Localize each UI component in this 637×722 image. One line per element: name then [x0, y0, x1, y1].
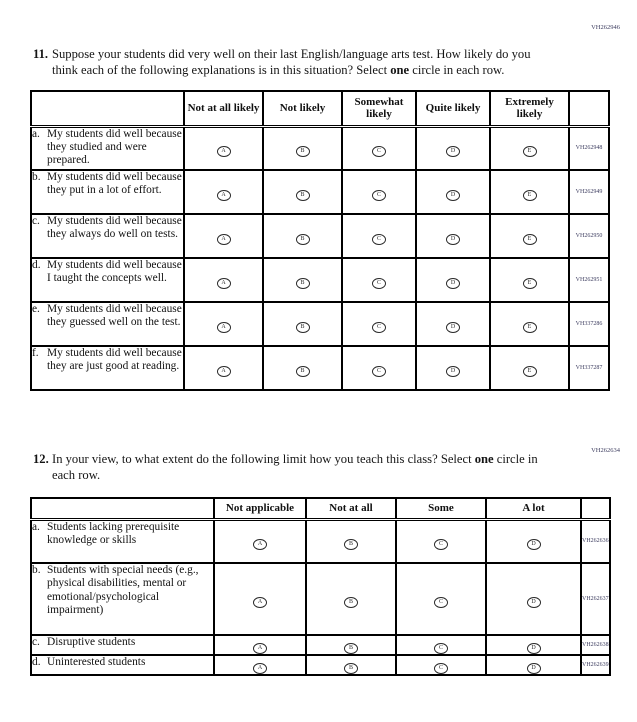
answer-bubble-c[interactable]: C: [434, 597, 448, 608]
item-letter: a.: [32, 127, 40, 140]
item-text-cell: [31, 563, 214, 635]
item-letter: d.: [32, 259, 41, 271]
answer-bubble-d[interactable]: D: [446, 278, 460, 289]
answer-bubble-c[interactable]: C: [372, 366, 386, 377]
answer-bubble-d[interactable]: D: [446, 146, 460, 157]
answer-bubble-c[interactable]: C: [372, 146, 386, 157]
item-text-cell: [31, 519, 214, 563]
item-text-cell: [31, 635, 214, 655]
item-letter: c.: [32, 215, 40, 227]
item-letter: b.: [32, 171, 41, 183]
item-text: My students did well because they put in a lot of effort.: [47, 171, 182, 197]
question-11-number: 11.: [33, 47, 49, 61]
answer-bubble-e[interactable]: E: [523, 278, 537, 289]
q12-header-row: [31, 498, 610, 519]
question-11-text-prefix: Suppose your students did very well on their last English/language arts test. How likely do you think each of the following explanations is in this situation? Select: [52, 47, 531, 77]
answer-bubble-c[interactable]: C: [434, 663, 448, 674]
question-12-code: VH262634: [591, 447, 620, 454]
answer-bubble-b[interactable]: B: [296, 146, 310, 157]
item-text-cell: [31, 126, 184, 170]
item-text: My students did well because they studied and were prepared.: [47, 127, 182, 167]
q11-header-empty: [31, 91, 184, 126]
question-12-number: 12.: [33, 452, 49, 466]
column-header-not-applicable: Not applicable: [214, 498, 306, 519]
answer-bubble-b[interactable]: B: [296, 234, 310, 245]
item-letter: c.: [32, 636, 40, 648]
question-12-bold-word: one: [474, 452, 494, 466]
item-code: VH262639: [581, 655, 610, 675]
answer-bubble-b[interactable]: B: [344, 539, 358, 550]
answer-bubble-d[interactable]: D: [446, 322, 460, 333]
answer-bubble-a[interactable]: A: [217, 190, 231, 201]
item-text-cell: [31, 655, 214, 675]
answer-bubble-e[interactable]: E: [523, 234, 537, 245]
column-header-somewhat-likely: Somewhat likely: [342, 91, 416, 126]
column-header-some: Some: [396, 498, 486, 519]
item-text-cell: [31, 346, 184, 390]
answer-bubble-b[interactable]: B: [296, 322, 310, 333]
answer-bubble-a[interactable]: A: [253, 663, 267, 674]
table-row-q11-c: [31, 214, 609, 258]
answer-bubble-b[interactable]: B: [296, 278, 310, 289]
item-code: VH262638: [581, 635, 610, 655]
column-header-not-likely: Not likely: [263, 91, 342, 126]
item-code: VH262951: [569, 258, 609, 302]
item-code: VH262636: [581, 519, 610, 563]
answer-bubble-b[interactable]: B: [344, 597, 358, 608]
table-row-q11-a: [31, 126, 609, 170]
answer-bubble-a[interactable]: A: [253, 643, 267, 654]
column-header-quite-likely: Quite likely: [416, 91, 490, 126]
column-header-not-at-all-likely: Not at all likely: [184, 91, 263, 126]
table-row-q12-b: [31, 563, 610, 635]
table-row-q11-d: [31, 258, 609, 302]
item-text: My students did well because they are just good at reading.: [47, 347, 182, 373]
question-12-text-suffix: circle in each row.: [52, 452, 538, 482]
item-text: My students did well because they always do well on tests.: [47, 215, 182, 241]
q12-header-code-empty: [581, 498, 610, 519]
table-row-q11-f: [31, 346, 609, 390]
q12-table: [30, 497, 611, 676]
answer-bubble-c[interactable]: C: [372, 278, 386, 289]
question-11-bold-word: one: [390, 62, 410, 77]
answer-bubble-e[interactable]: E: [523, 322, 537, 333]
q12-header-empty: [31, 498, 214, 519]
column-header-extremely-likely: Extremely likely: [490, 91, 569, 126]
table-row-q11-b: [31, 170, 609, 214]
item-code: VH262637: [581, 563, 610, 635]
item-text: My students did well because I taught the concepts well.: [47, 259, 182, 285]
item-text: Students lacking prerequisite knowledge or skills: [47, 520, 180, 546]
question-11-text-suffix: circle in each row.: [409, 62, 505, 77]
q11-header-row: [31, 91, 609, 126]
column-header-a-lot: A lot: [486, 498, 581, 519]
answer-bubble-b[interactable]: B: [296, 366, 310, 377]
item-code: VH262948: [569, 126, 609, 170]
item-code: VH337287: [569, 346, 609, 390]
question-12: [33, 452, 573, 483]
item-code: VH262950: [569, 214, 609, 258]
answer-bubble-a[interactable]: A: [253, 539, 267, 550]
answer-bubble-a[interactable]: A: [217, 278, 231, 289]
answer-bubble-d[interactable]: D: [446, 366, 460, 377]
answer-bubble-d[interactable]: D: [527, 643, 541, 654]
answer-bubble-c[interactable]: C: [372, 322, 386, 333]
answer-bubble-c[interactable]: C: [434, 539, 448, 550]
answer-bubble-b[interactable]: B: [344, 643, 358, 654]
item-letter: e.: [32, 303, 40, 315]
item-text-cell: [31, 258, 184, 302]
answer-bubble-c[interactable]: C: [372, 234, 386, 245]
question-11-code: VH262946: [591, 24, 620, 31]
table-row-q11-e: [31, 302, 609, 346]
item-text: Uninterested students: [47, 656, 146, 668]
item-code: VH337286: [569, 302, 609, 346]
answer-bubble-b[interactable]: B: [344, 663, 358, 674]
question-11-text: [52, 47, 557, 78]
answer-bubble-a[interactable]: A: [217, 146, 231, 157]
question-12-text: [52, 452, 557, 483]
answer-bubble-a[interactable]: A: [217, 366, 231, 377]
answer-bubble-e[interactable]: E: [523, 146, 537, 157]
item-letter: b.: [32, 564, 41, 576]
answer-bubble-c[interactable]: C: [372, 190, 386, 201]
answer-bubble-a[interactable]: A: [217, 322, 231, 333]
answer-bubble-d[interactable]: D: [446, 190, 460, 201]
answer-bubble-d[interactable]: D: [446, 234, 460, 245]
answer-bubble-a[interactable]: A: [253, 597, 267, 608]
item-text: Students with special needs (e.g., physical disabilities, mental or emotional/psychological impairment): [47, 564, 199, 617]
item-text: My students did well because they guessed well on the test.: [47, 303, 182, 329]
question-11: [33, 47, 573, 78]
item-text-cell: [31, 214, 184, 258]
q11-table: [30, 90, 610, 391]
answer-bubble-e[interactable]: E: [523, 190, 537, 201]
answer-bubble-e[interactable]: E: [523, 366, 537, 377]
item-text: Disruptive students: [47, 636, 136, 648]
table-row-q12-a: [31, 519, 610, 563]
answer-bubble-d[interactable]: D: [527, 597, 541, 608]
item-text-cell: [31, 170, 184, 214]
item-code: VH262949: [569, 170, 609, 214]
item-text-cell: [31, 302, 184, 346]
answer-bubble-b[interactable]: B: [296, 190, 310, 201]
table-row-q12-c: [31, 635, 610, 655]
item-letter: f.: [32, 347, 39, 359]
table-row-q12-d: [31, 655, 610, 675]
question-12-text-prefix: In your view, to what extent do the following limit how you teach this class? Select: [52, 452, 475, 466]
q11-header-code-empty: [569, 91, 609, 126]
item-letter: d.: [32, 656, 41, 668]
item-letter: a.: [32, 520, 40, 533]
column-header-not-at-all: Not at all: [306, 498, 396, 519]
answer-bubble-c[interactable]: C: [434, 643, 448, 654]
answer-bubble-d[interactable]: D: [527, 539, 541, 550]
answer-bubble-a[interactable]: A: [217, 234, 231, 245]
answer-bubble-d[interactable]: D: [527, 663, 541, 674]
